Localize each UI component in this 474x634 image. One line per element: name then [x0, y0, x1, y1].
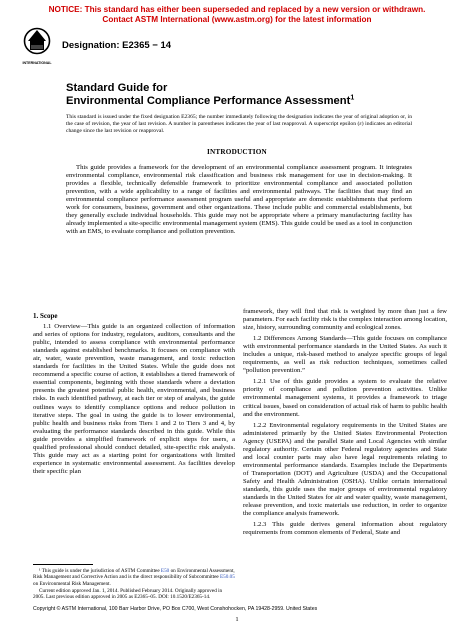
paragraph-1-1: 1.1 Overview—This guide is an organized collection of information and series of options for industry, regulators, auditors, consultants and the public, intended to assess compliance with environmental performance standards against established benchmarks. It focuses on compliance with air, water, waste prevention, waste management, and toxic reduction standards for facilities in the United States. While the guide does not recommend a specific course of action, it establishes a tiered framework of essential components, beginning with those standards where a deviation presents the greatest potential public health, environmental, and business risks. In each identified pathway, at each tier or step of analysis, the guide outlines ways to identify compliance options and reduce pollution in iterative steps. The goal in using the guide is to lower environmental, public health and business risks from Tiers 1 and 2 to Tiers 3 and 4, by evaluating the performance standards described in this guide. While this guide provides a simplified framework of explicit steps for users, a qualified professional should conduct detailed, site-specific risk analysis. This guide may act as a starting point for organizations with limited experience in systematic environmental assessment. As facilities develop their specific plan: [33, 323, 235, 475]
footnotes: [33, 568, 235, 601]
notice-banner: [0, 5, 474, 25]
footnote-1-text-c: on Environmental Risk Management.: [33, 580, 111, 587]
paragraph-1-2: 1.2 Differences Among Standards—This guide focuses on compliance with environmental performance standards in the United States. As such it includes a unique, risk-based method to analyze specific groups of legal requirements, as well as risk reduction techniques, sometimes called “pollution prevention.”: [243, 335, 447, 375]
footnote-2: Current edition approved Jan. 1, 2014. Published February 2014. Originally approved in 2005. Last previous edition approved in 2005 as E2365–05. DOI: 10.1520/E2365-14.: [33, 587, 223, 601]
notice-line-1: NOTICE: This standard has either been superseded and replaced by a new version or withdrawn.: [48, 5, 426, 14]
subcommittee-link[interactable]: E50.05: [220, 574, 235, 581]
notice-line-2: Contact ASTM International (www.astm.org) for the latest information: [102, 14, 372, 24]
paragraph-continued: framework, they will find that risk is weighted by more than just a few parameters. For each facility risk is the complex interaction among location, size, history, surrounding community and ecological zones.: [243, 308, 447, 332]
title-line-1: Standard Guide for: [66, 82, 168, 94]
committee-link[interactable]: E50: [160, 568, 170, 574]
left-column: [33, 312, 235, 476]
page-number: 1: [235, 616, 239, 623]
astm-logo: [22, 27, 52, 67]
issued-note: This standard is issued under the fixed designation E2365; the number immediately following the designation indicates the year of original adoption or, in the case of revision, the year of last revision. A number in parentheses indicates the year of last reapproval. A superscript epsilon (ε) indicates an editorial change since the last revision or reapproval.: [66, 114, 412, 135]
logo-wordmark: INTERNATIONAL: [22, 61, 52, 65]
standard-title: [66, 82, 354, 108]
introduction-heading: INTRODUCTION: [207, 148, 267, 156]
title-text: Environmental Compliance Performance Assessment: [66, 95, 351, 107]
designation: Designation: E2365 − 14: [62, 40, 172, 51]
introduction-text: This guide provides a framework for the development of an environmental compliance assessment program. It integrates environmental compliance, environmental risk classification and business risk management for use in decision-making. It provides a flexible, technically defensible framework to prioritize environmental compliance and associated pollution prevention, with a wide applicability to a range of facilities and environmental pathways. The facilities that may find an environmental compliance performance assessment program useful and appropriate are domestic establishments that perform work for consumers, business, government and other organizations. These include public and commercial establishments, but they generally exclude individual households. This guide may not be appropriate where a primary manufacturing facility has already implemented a site-specific environmental management system (EMS). This guide could be used as a tool in conjunction with an EMS, to evaluate compliance and pollution prevention.: [66, 164, 412, 236]
scope-heading: 1. Scope: [33, 312, 58, 320]
right-column: [243, 308, 447, 537]
title-line-2: [66, 95, 354, 108]
astm-logo-icon: [22, 27, 52, 67]
footnote-divider: [33, 564, 93, 565]
footnote-1: [33, 568, 235, 587]
footnote-1-text-b: on Environmental Assessment, Risk Management and Corrective Action and is the direct responsibility of Subcommittee: [33, 568, 235, 581]
title-footnote-mark: 1: [350, 94, 355, 102]
paragraph-1-2-2: 1.2.2 Environmental regulatory requirements in the United States are administered primarily by the United States Environmental Protection Agency (USEPA) and the parallel State and Local Agencies with similar regulatory authority. Certain other Federal regulatory agencies and State and local counter parts may also have legal requirements relating to environmental performance standards. Examples include the Departments of Transportation (DOT) and Agriculture (USDA) and the Occupational Safety and Health Administration (OSHA). Unlike certain international standards, this guide uses the major groups of environmental regulatory standards in the United States for air and water quality, waste management, release prevention, and toxic materials use reduction, in order to organize the compliance analysis framework.: [243, 421, 447, 518]
footnote-1-text-a: ¹ This guide is under the jurisdiction of ASTM Committee: [39, 568, 161, 574]
paragraph-1-2-1: 1.2.1 Use of this guide provides a system to evaluate the relative priority of compliance and pollution prevention activities. Unlike environmental management systems, it provides a framework to triage critical issues, based on consideration of actual risk of harm to public health and the environment.: [243, 378, 447, 418]
copyright: Copyright © ASTM International, 100 Barr Harbor Drive, PO Box C700, West Conshohocken, PA 19428-2959. United States: [33, 606, 318, 612]
paragraph-1-2-3: 1.2.3 This guide derives general information about regulatory requirements from common elements of Federal, State and: [243, 521, 447, 537]
